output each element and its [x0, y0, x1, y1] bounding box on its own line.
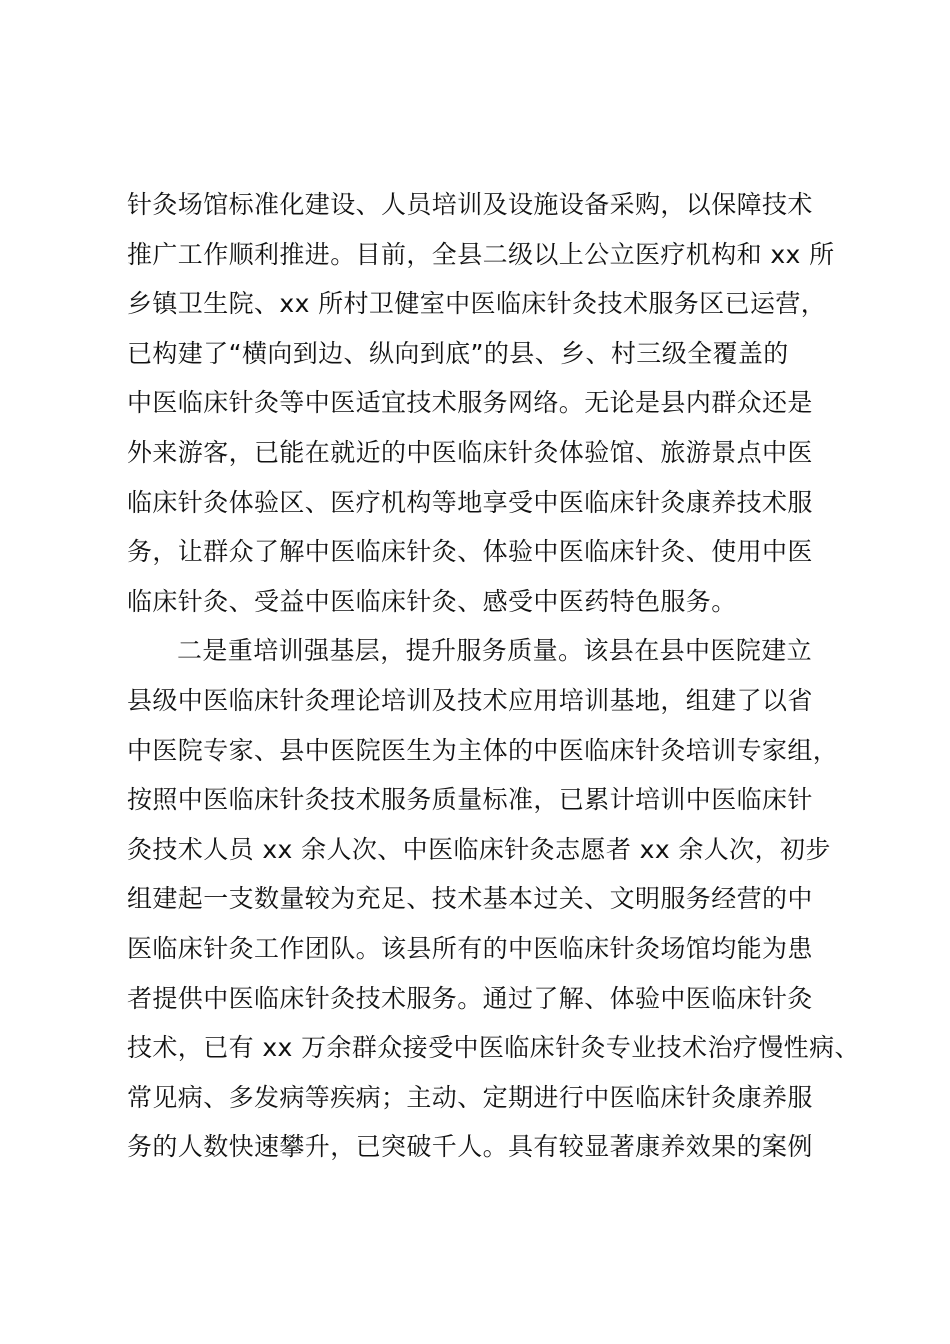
text-line: 县级中医临床针灸理论培训及技术应用培训基地，组建了以省 — [127, 685, 813, 715]
text-line: 者提供中医临床针灸技术服务。通过了解、体验中医临床针灸 — [127, 983, 813, 1013]
text-line: 乡镇卫生院、xx 所村卫健室中医临床针灸技术服务区已运营， — [127, 289, 827, 319]
text-line: 临床针灸、受益中医临床针灸、感受中医药特色服务。 — [127, 586, 737, 616]
text-line: 组建起一支数量较为充足、技术基本过关、文明服务经营的中 — [127, 884, 813, 914]
text-line: 务的人数快速攀升，已突破千人。具有较显著康养效果的案例 — [127, 1132, 813, 1162]
text-line: 务，让群众了解中医临床针灸、体验中医临床针灸、使用中医 — [127, 537, 813, 567]
text-line: 技术，已有 xx 万余群众接受中医临床针灸专业技术治疗慢性病、 — [127, 1033, 860, 1063]
body-text — [127, 180, 860, 1172]
text-line: 临床针灸体验区、医疗机构等地享受中医临床针灸康养技术服 — [127, 487, 813, 517]
paragraph-start-line: 二是重培训强基层，提升服务质量。该县在县中医院建立 — [177, 636, 813, 666]
text-line: 推广工作顺利推进。目前，全县二级以上公立医疗机构和 xx 所 — [127, 239, 835, 269]
text-line: 中医临床针灸等中医适宜技术服务网络。无论是县内群众还是 — [127, 388, 813, 418]
text-line: 常见病、多发病等疾病；主动、定期进行中医临床针灸康养服 — [127, 1082, 813, 1112]
text-line: 已构建了“横向到边、纵向到底”的县、乡、村三级全覆盖的 — [127, 338, 789, 368]
text-line: 按照中医临床针灸技术服务质量标准，已累计培训中医临床针 — [127, 785, 813, 815]
text-line: 外来游客，已能在就近的中医临床针灸体验馆、旅游景点中医 — [127, 437, 813, 467]
text-line: 中医院专家、县中医院医生为主体的中医临床针灸培训专家组， — [127, 735, 839, 765]
text-line: 针灸场馆标准化建设、人员培训及设施设备采购，以保障技术 — [127, 190, 813, 219]
text-line: 灸技术人员 xx 余人次、中医临床针灸志愿者 xx 余人次，初步 — [127, 834, 831, 864]
text-line: 医临床针灸工作团队。该县所有的中医临床针灸场馆均能为患 — [127, 933, 813, 963]
